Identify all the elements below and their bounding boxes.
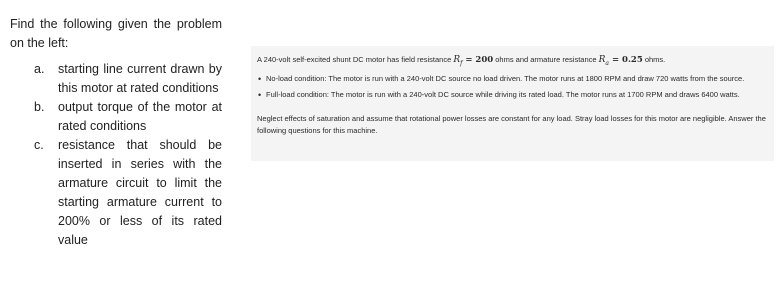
item-text: starting line current drawn by this motor at rated conditions	[58, 62, 222, 95]
armature-resistance-value: = 0.25	[608, 55, 643, 65]
bullet-text: Full-load condition: The motor is run with a 240-volt DC source while driving its rated load. The motor runs at 1700 RPM and draws 6400 watts.	[266, 89, 740, 99]
assumptions-note: Neglect effects of saturation and assume that rotational power losses are constant for any load. Stray load losses for this motor are negligible. Answer the following questions for this machine.	[257, 113, 766, 135]
statement-part: ohms and armature resistance	[493, 55, 599, 64]
problem-panel	[251, 46, 774, 161]
question-list	[10, 60, 222, 250]
statement-part: ohms.	[642, 55, 666, 64]
field-resistance-symbol: $R_f$	[453, 55, 463, 67]
item-marker: c.	[34, 138, 44, 152]
item-marker: b.	[34, 100, 45, 114]
item-text: output torque of the motor at rated conditions	[58, 100, 222, 133]
statement-part: A 240-volt self-excited shunt DC motor has field resistance	[257, 55, 454, 64]
bullet-icon: •	[258, 89, 262, 100]
no-load-condition	[257, 73, 768, 85]
bullet-icon: •	[258, 73, 262, 84]
armature-resistance-symbol: $R_a$	[598, 55, 609, 67]
bullet-text: No-load condition: The motor is run with a 240-volt DC source no load driven. The motor runs at 1800 RPM and draw 720 watts from the source.	[266, 73, 745, 83]
condition-list	[257, 73, 768, 101]
problem-statement	[257, 54, 768, 70]
field-resistance-value: = 200	[462, 55, 494, 65]
question-item-b	[10, 98, 222, 136]
question-item-c	[10, 136, 222, 250]
question-text	[10, 15, 222, 250]
question-intro: Find the following given the problem on the left:	[10, 17, 222, 50]
item-marker: a.	[34, 62, 45, 76]
question-item-a	[10, 60, 222, 98]
item-text: resistance that should be inserted in series with the armature circuit to limit the starting armature current to 200% or less of its rated value	[58, 138, 222, 247]
full-load-condition	[257, 89, 768, 101]
